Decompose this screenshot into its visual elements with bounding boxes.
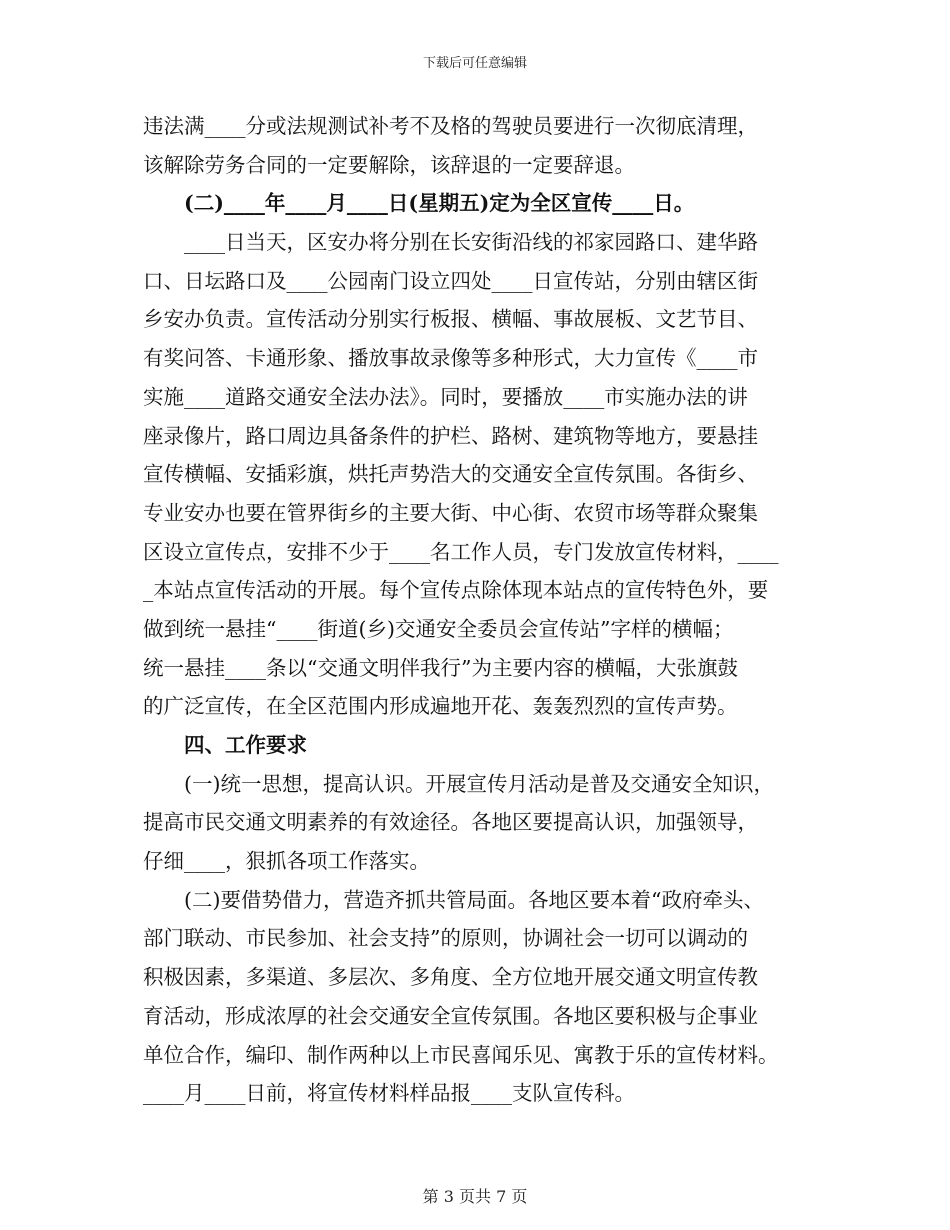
text-line: 做到统一悬挂“____街道(乡)交通安全委员会宣传站”字样的横幅；	[143, 616, 734, 641]
text-line: 单位合作，编印、制作两种以上市民喜闻乐见、寓教于乐的宣传材料。	[143, 1042, 779, 1067]
text-line: 部门联动、市民参加、社会支持”的原则，协调社会一切可以调动的	[143, 926, 748, 951]
text-line: 乡安办负责。宣传活动分别实行板报、横幅、事故展板、文艺节目、	[143, 307, 758, 332]
text-line: 宣传横幅、安插彩旗，烘托声势浩大的交通安全宣传氛围。各街乡、	[143, 462, 758, 487]
page-footer: 第 3 页共 7 页	[422, 1187, 528, 1206]
text-line: (二)要借势借力，营造齐抓共管局面。各地区要本着“政府牵头、	[184, 887, 764, 912]
text-line: 区设立宣传点，安排不少于____名工作人员，专门发放宣传材料，____	[143, 539, 779, 564]
heading-line: 四、工作要求	[184, 733, 307, 757]
text-line: 座录像片，路口周边具备条件的护栏、路树、建筑物等地方，要悬挂	[143, 423, 758, 448]
text-line: 积极因素，多渠道、多层次、多角度、全方位地开展交通文明宣传教	[143, 965, 758, 990]
text-line: 提高市民交通文明素养的有效途径。各地区要提高认识，加强领导，	[143, 810, 758, 835]
document-body	[143, 107, 813, 1113]
text-line: 育活动，形成浓厚的社会交通安全宣传氛围。各地区要积极与企事业	[143, 1003, 758, 1028]
heading-line: (二)____年____月____日(星期五)定为全区宣传____日。	[184, 191, 695, 216]
text-line: 仔细____，狠抓各项工作落实。	[143, 849, 430, 874]
text-line: 口、日坛路口及____公园南门设立四处____日宣传站，分别由辖区街	[143, 268, 758, 293]
text-line: 专业安办也要在管界街乡的主要大街、中心街、农贸市场等群众聚集	[143, 500, 758, 525]
text-line: 违法满____分或法规测试补考不及格的驾驶员要进行一次彻底清理，	[143, 114, 758, 138]
text-line: 统一悬挂____条以“交通文明伴我行”为主要内容的横幅，大张旗鼓	[143, 655, 738, 680]
text-line: ____日当天，区安办将分别在长安街沿线的祁家园路口、建华路	[184, 230, 758, 255]
text-line: (一)统一思想，提高认识。开展宣传月活动是普及交通安全知识，	[184, 771, 774, 796]
text-line: 实施____道路交通安全法办法》。同时，要播放____市实施办法的讲	[143, 384, 748, 409]
text-line: 的广泛宣传，在全区范围内形成遍地开花、轰轰烈烈的宣传声势。	[143, 694, 738, 719]
text-line: ____月____日前，将宣传材料样品报____支队宣传科。	[143, 1081, 635, 1106]
text-line: _本站点宣传活动的开展。每个宣传点除体现本站点的宣传特色外，要	[143, 578, 769, 603]
text-line: 有奖问答、卡通形象、播放事故录像等多种形式，大力宣传《____市	[143, 346, 758, 371]
text-line: 该解除劳务合同的一定要解除，该辞退的一定要辞退。	[143, 152, 635, 177]
page-header: 下载后可任意编辑	[422, 56, 527, 71]
